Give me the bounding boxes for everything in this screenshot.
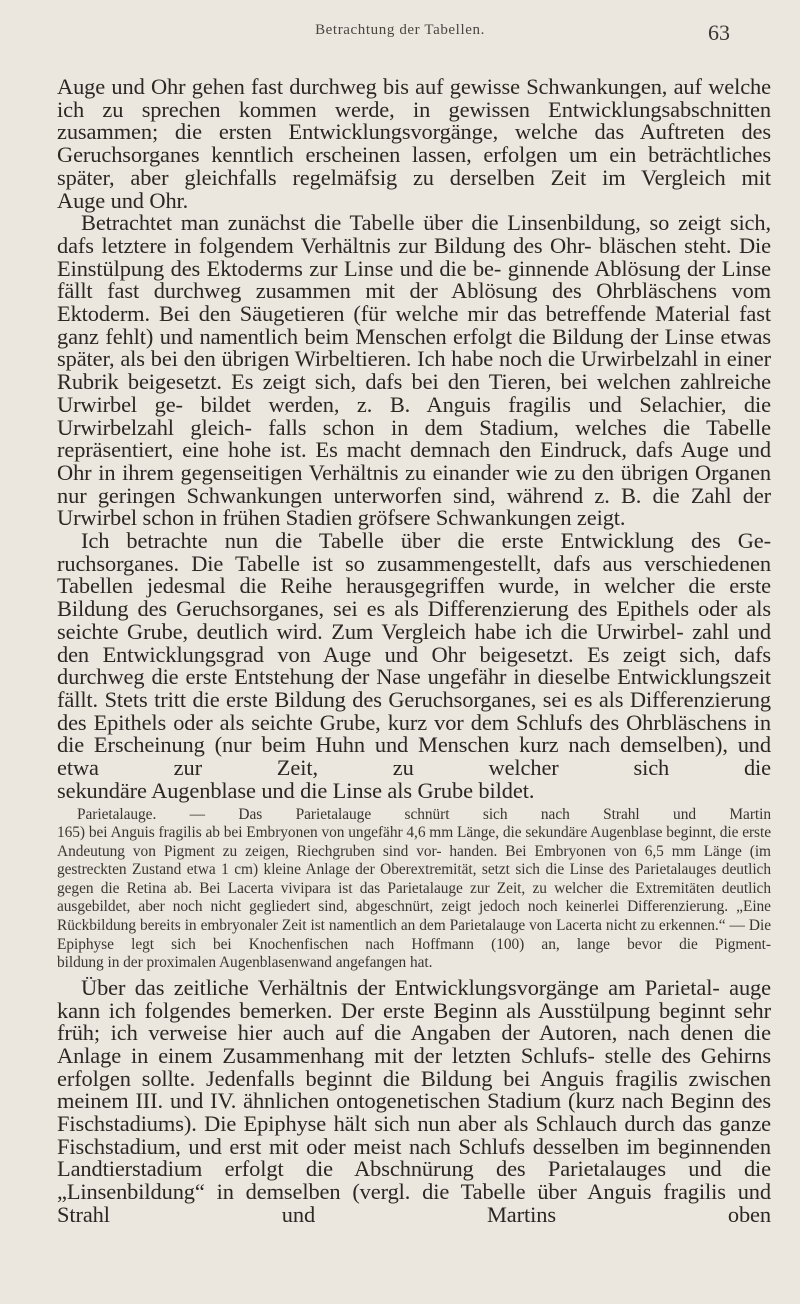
text-line: sich, dafs durchweg die erste Entstehung der Nase ungefähr in dieselbe (57, 641, 771, 690)
text-line: ruchsorganes. Die Tabelle ist so zusammengestellt, dafs aus verschiedenen (57, 550, 771, 576)
text-line: Bildung des Geruchsorganes, sei es als Differenzierung des Epithels oder (57, 596, 738, 622)
paragraph-parietalauge (57, 974, 772, 1227)
text-line: Ich betrachte nun die Tabelle über die erste Entwicklung des Ge- (81, 528, 771, 554)
note-line: jedoch noch keinerlei Differenzierung. „Eine Rückbildung bereits in embryonaler Zeit (57, 898, 771, 935)
paragraph-auge-ohr-end (57, 187, 771, 213)
text-line: Auge und Ohr gehen fast durchweg bis auf gewisse Schwankungen, auf (57, 74, 702, 99)
text-line: Urwirbel schon in frühen Stadien gröfsere Schwankungen zeigt. (57, 505, 626, 531)
text-line: Stadium (kurz nach Beginn des Fischstadiums). Die Epiphyse hält sich (57, 1088, 772, 1137)
text-line: bildet werden, z. B. Anguis fragilis und Selachier, die Urwirbelzahl gleich- (57, 391, 771, 440)
text-line: als seichte Grube, deutlich wird. Zum Vergleich habe ich die Urwirbel- (57, 596, 771, 644)
text-line: sei es als Differenzierung des Epithels oder als seichte Grube, kurz vor (57, 686, 771, 735)
text-line: nun aber als Schlauch durch das ganze Fischstadium, und erst mit oder (57, 1111, 771, 1159)
note-line: ist namentlich an dem Parietalauge von Lacerta nicht zu erkennen.“ — Die Epiphyse (57, 917, 771, 953)
paragraph-geruchsorgan (57, 530, 771, 780)
text-line: beginnt sehr früh; ich verweise hier auch auf die Angaben der Autoren, (57, 997, 771, 1046)
text-line: dem Schlufs des Ohrbläschens in die Erscheinung (nur beim Huhn und (57, 709, 772, 758)
text-line: falls schon in dem Stadium, welches die Tabelle repräsentiert, eine hohe (57, 414, 771, 463)
note-line: 165) bei Anguis fragilis ab bei Embryonen von ungefähr 4,6 mm Länge, die sekundäre (57, 824, 588, 842)
text-line: Anguis fragilis zwischen meinem III. und IV. ähnlichen ontogenetischen (57, 1065, 772, 1114)
text-line: sekundäre Augenblase und die Linse als Grube bildet. (57, 777, 535, 803)
note-line: handen. Bei Embryonen von 6,5 mm Länge (im gestreckten Zustand etwa 1 cm) (57, 842, 771, 879)
text-line: später, aber gleichfalls regelmäfsig zu derselben Zeit im Vergleich mit (57, 164, 771, 190)
paragraph-geruchsorgan-end (57, 777, 771, 803)
text-line: Es zeigt sich, dafs bei den Tieren, bei welchen zahlreiche Urwirbel ge- (57, 369, 771, 417)
text-line: nach denen die Anlage in einem Zusammenhang mit der letzten Schlufs- (57, 1020, 772, 1068)
text-line: Menschen kurz nach demselben), und etwa zur Zeit, zu welcher sich die (57, 732, 771, 781)
text-line: auge kann ich folgendes bemerken. Der erste Beginn als Ausstülpung (57, 974, 771, 1023)
text-line: Entwicklungszeit fällt. Stets tritt die erste Bildung des Geruchsorganes, (57, 664, 772, 712)
paragraph-auge-ohr (57, 76, 771, 190)
text-line: Tabellen jedesmal die Reihe herausgegriffen wurde, in welcher die erste (57, 573, 771, 599)
page-body (57, 76, 771, 1227)
running-head (0, 20, 800, 50)
text-line: Geruchsorganes kenntlich erscheinen lassen, erfolgen um ein beträchtliches (57, 142, 771, 168)
note-parietalauge (57, 806, 771, 955)
note-line: Parietalauge. — Das Parietalauge schnürt sich nach Strahl und Martin (77, 805, 771, 823)
text-line: (vergl. die Tabelle über Anguis fragilis und Strahl und Martins oben (57, 1179, 771, 1227)
text-line: stelle des Gehirns erfolgen sollte. Jedenfalls beginnt die Bildung bei (57, 1042, 771, 1091)
paragraph-linsenbildung-end (57, 507, 771, 530)
text-line: bläschen steht. Die Einstülpung des Ektoderms zur Linse und die be- (57, 232, 771, 281)
text-line: Menschen erfolgt die Bildung der Linse etwas später, als bei den übrigen (57, 323, 772, 372)
text-line: Ablösung des Ohrbläschens vom Ektoderm. Bei den Säugetieren (für (57, 278, 771, 327)
text-line: welche ich zu sprechen kommen werde, in gewissen Entwicklungsabschnitten (57, 74, 771, 122)
text-line: geringen Schwankungen unterworfen sind, während z. B. die Zahl der (97, 482, 772, 508)
note-line: die Retina ab. Bei Lacerta vivipara ist das Parietalauge zur Zeit, zu welcher die (100, 879, 629, 897)
note-parietalauge-end (57, 954, 771, 973)
text-line: zusammen; die ersten Entwicklungsvorgänge, welche das Auftreten des (57, 119, 771, 145)
note-line: Extremitäten deutlich ausgebildet, aber noch nicht gegliedert sind, abgeschnürt, zeigt (57, 879, 771, 916)
text-line: ginnende Ablösung der Linse fällt fast durchweg zusammen mit der (57, 255, 771, 304)
text-line: meist nach Schlufs desselben im beginnenden Landtierstadium erfolgt die (57, 1133, 771, 1182)
text-line: ist. Es macht demnach den Eindruck, dafs Auge und Ohr in ihrem (57, 437, 771, 485)
text-line: gegenseitigen Verhältnis zu einander wie zu den übrigen Organen nur (57, 459, 771, 508)
note-line: legt sich bei Knochenfischen nach Hoffmann (100) an, lange bevor die Pigment- (131, 935, 771, 953)
paragraph-linsenbildung (57, 212, 771, 507)
text-line: Abschnürung des Parietalauges und die „Linsenbildung“ in demselben (57, 1156, 771, 1205)
text-line: Wirbeltieren. Ich habe noch die Urwirbelzahl in einer Rubrik beigesetzt. (57, 346, 772, 395)
note-line: bildung in der proximalen Augenblasenwand angefangen hat. (57, 954, 433, 972)
running-title: Betrachtung der Tabellen. (315, 22, 485, 38)
text-line: welche mir das betreffende Material fast ganz fehlt) und namentlich beim (57, 301, 772, 349)
page-number: 63 (708, 20, 730, 45)
text-line: zahl und den Entwicklungsgrad von Auge und Ohr beigesetzt. Es zeigt (57, 618, 771, 667)
text-line: zeigt sich, dafs letztere in folgendem Verhältnis zur Bildung des Ohr- (57, 210, 771, 258)
note-line: kleine Anlage der Oberextremität, setzt sich die Linse des Parietalauges deutlich gegen (57, 861, 771, 897)
note-line: Augenblase beginnt, die erste Andeutung von Pigment zu zeigen, Riechgruben sind vor- (57, 824, 772, 860)
text-line: Über das zeitliche Verhältnis der Entwicklungsvorgänge am Parietal- (81, 974, 720, 1000)
text-line: Auge und Ohr. (57, 187, 189, 213)
text-line: Betrachtet man zunächst die Tabelle über die Linsenbildung, so (81, 210, 670, 236)
